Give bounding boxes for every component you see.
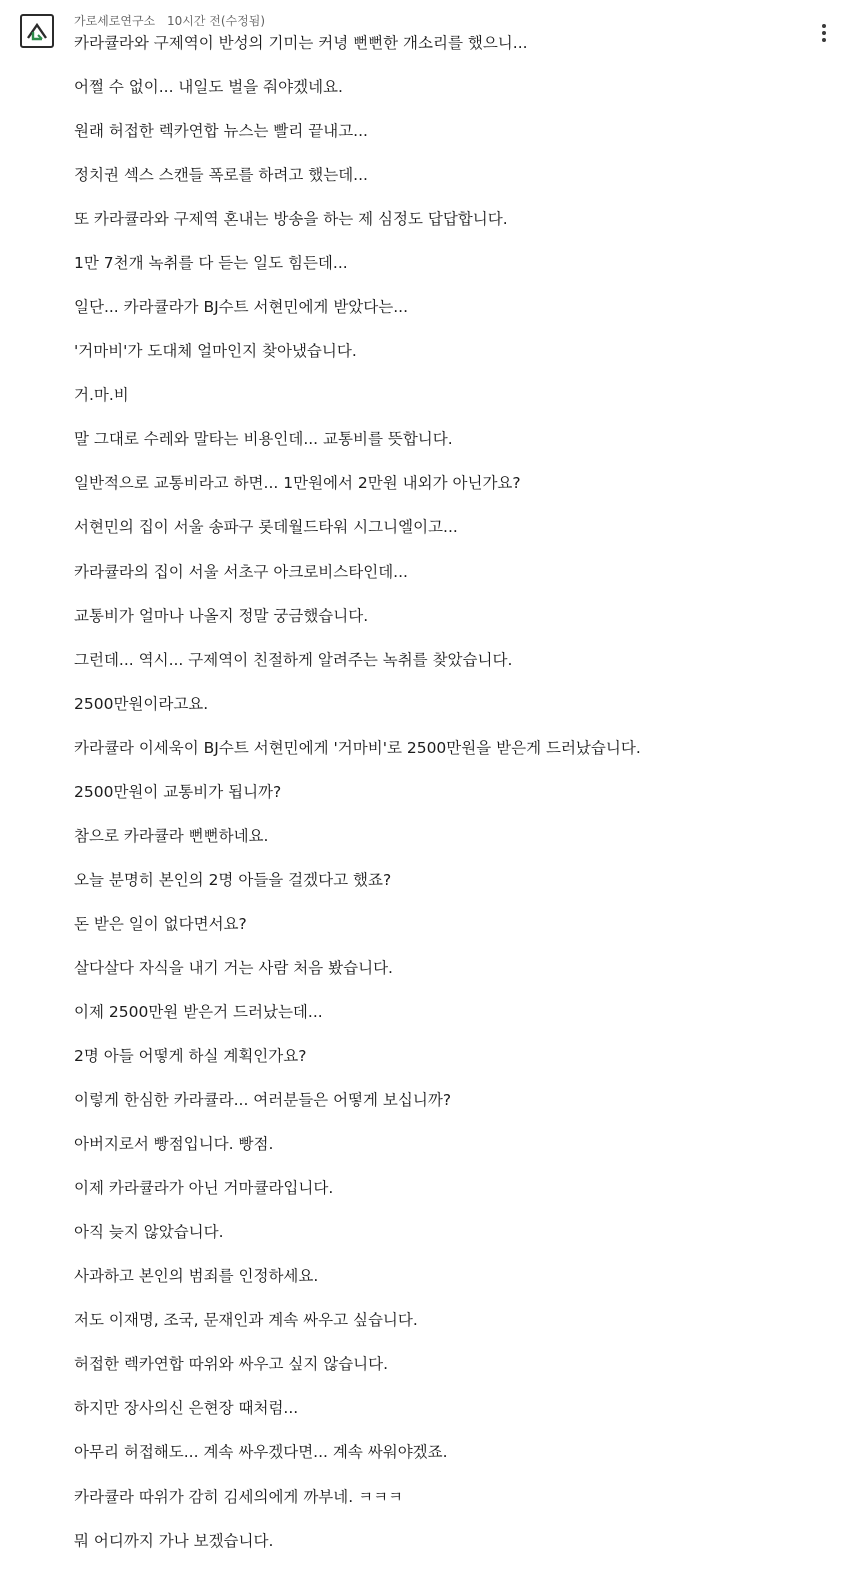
post-line: 카라큘라 따위가 감히 김세의에게 까부네. ㅋㅋㅋ — [74, 1487, 404, 1506]
post-line: 카라큘라와 구제역이 반성의 기미는 커녕 뻔뻔한 개소리를 했으니... — [74, 34, 528, 52]
post-line: 어쩔 수 없이... 내일도 벌을 줘야겠네요. — [74, 78, 343, 96]
post-line: 카라큘라 이세욱이 BJ수트 서현민에게 '거마비'로 2500만원을 받은게 드러났습니다. — [74, 738, 641, 757]
post-header — [74, 12, 265, 30]
post-line: 1만 7천개 녹취를 다 듣는 일도 힘든데... — [74, 254, 348, 273]
channel-name[interactable]: 가로세로연구소 — [74, 14, 156, 28]
post-line: 원래 허접한 렉카연합 뉴스는 빨리 끝내고... — [74, 122, 368, 141]
post-line: 2명 아들 어떻게 하실 계획인가요? — [74, 1047, 307, 1066]
post-line: 일반적으로 교통비라고 하면... 1만원에서 2만원 내외가 아닌가요? — [74, 474, 521, 493]
post-line: 뭐 어디까지 가나 보겠습니다. — [74, 1531, 274, 1550]
post-line: 서현민의 집이 서울 송파구 롯데월드타워 시그니엘이고... — [74, 518, 458, 537]
post-line: 2500만원이라고요. — [74, 694, 209, 713]
channel-logo-icon — [22, 16, 52, 46]
channel-avatar[interactable] — [20, 14, 54, 48]
edited-label: (수정됨) — [220, 14, 265, 28]
post-line: 살다살다 자식을 내기 거는 사람 처음 봤습니다. — [74, 958, 393, 977]
post-line: 이제 카라큘라가 아닌 거마큘라입니다. — [74, 1179, 334, 1198]
post-line: 오늘 분명히 본인의 2명 아들을 걸겠다고 했죠? — [74, 870, 392, 889]
post-line: 이렇게 한심한 카라큘라... 여러분들은 어떻게 보십니까? — [74, 1091, 452, 1110]
post-line: 돈 받은 일이 없다면서요? — [74, 914, 247, 933]
post-line: '거마비'가 도대체 얼마인지 찾아냈습니다. — [74, 342, 357, 361]
post-line: 허접한 렉카연합 따위와 싸우고 싶지 않습니다. — [74, 1355, 389, 1374]
post-body — [74, 32, 834, 1574]
post-line: 저도 이재명, 조국, 문재인과 계속 싸우고 싶습니다. — [74, 1311, 418, 1330]
post-line: 아직 늦지 않았습니다. — [74, 1223, 224, 1242]
post-line: 그런데... 역시... 구제역이 친절하게 알려주는 녹취를 찾았습니다. — [74, 650, 513, 669]
post-line: 거.마.비 — [74, 386, 129, 405]
post-line: 2500만원이 교통비가 됩니까? — [74, 782, 282, 801]
post-line: 말 그대로 수레와 말타는 비용인데... 교통비를 뜻합니다. — [74, 430, 453, 449]
post-line: 아무리 허접해도... 계속 싸우겠다면... 계속 싸워야겠죠. — [74, 1443, 448, 1462]
post-line: 참으로 카라큘라 뻔뻔하네요. — [74, 826, 269, 845]
post-line: 아버지로서 빵점입니다. 빵점. — [74, 1135, 274, 1154]
post-line: 이제 2500만원 받은거 드러났는데... — [74, 1002, 323, 1021]
post-line: 카라큘라의 집이 서울 서초구 아크로비스타인데... — [74, 562, 408, 581]
post-line: 일단... 카라큘라가 BJ수트 서현민에게 받았다는... — [74, 298, 408, 317]
post-line: 교통비가 얼마나 나올지 정말 궁금했습니다. — [74, 606, 369, 625]
post-line: 사과하고 본인의 범죄를 인정하세요. — [74, 1267, 319, 1286]
post-line: 또 카라큘라와 구제역 혼내는 방송을 하는 제 심정도 답답합니다. — [74, 210, 508, 229]
post-line: 하지만 장사의신 은현장 때처럼... — [74, 1399, 299, 1418]
post-time[interactable]: 10시간 전 — [166, 14, 221, 28]
post-line: 정치권 섹스 스캔들 폭로를 하려고 했는데... — [74, 166, 368, 185]
